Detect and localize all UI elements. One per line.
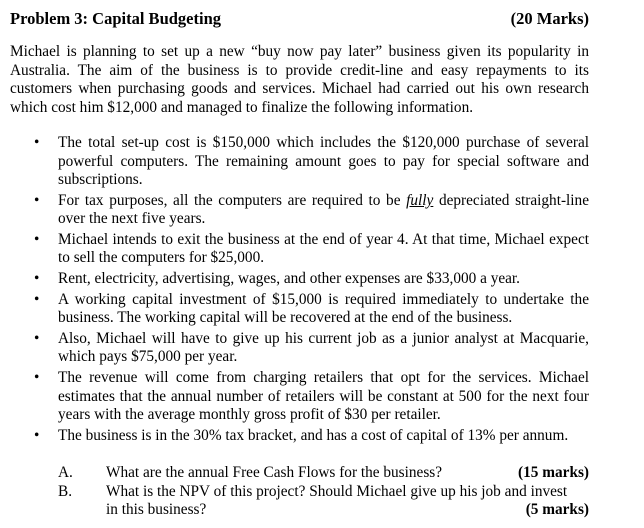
bullet-setup-cost [34,134,589,190]
intro-paragraph: Michael is planning to set up a new “buy now pay later” business given its popularity in Australia. The aim of the business is to provide credit-line and easy repayments to its customers when purchasing goods and services. Michael had carried out his own research which cost him $12,000 and managed to finalize the following information. [10,43,589,116]
bullet-depreciation [34,191,589,229]
bullet-text: Rent, electricity, advertising, wages, and other expenses are $33,000 a year. [58,270,520,288]
problem-title: Problem 3: Capital Budgeting [10,9,221,28]
bullet-icon: • [34,329,40,347]
bullet-icon: • [34,230,40,248]
question-a [58,464,589,483]
bullet-text-start: For tax purposes, all the computers are required to be [58,191,407,209]
bullet-text: Michael intends to exit the business at the end of year 4. At that time, Michael expect to sell the computers for $25,000. [58,230,589,267]
bullet-tax-cost-of-capital [34,426,589,446]
bullet-icon: • [34,270,40,288]
emphasis-fully: fully [406,191,434,209]
bullet-revenue [34,369,589,425]
question-letter: A. [58,464,73,482]
question-marks: (15 marks) [518,464,589,482]
bullet-expenses [34,270,589,289]
bullet-text-end: depreciated straight-line over the next five years. [58,191,589,228]
bullet-text: The total set-up cost is $150,000 which includes the $120,000 purchase of several powerful computers. The remaining amount goes to pay for special software and subscriptions. [58,134,589,188]
bullet-text: The business is in the 30% tax bracket, and has a cost of capital of 13% per annum. [58,426,569,444]
bullet-working-capital [34,290,589,328]
bullet-icon: • [34,426,40,444]
bullet-text: The revenue will come from charging retailers that opt for the services. Michael estimates that the annual number of retailers will be constant at 500 for the next four years with the average monthly gross profit of $30 per retailer. [58,369,589,424]
problem-header [10,8,589,30]
question-text: What are the annual Free Cash Flows for the business? [106,464,443,482]
bullet-text: A working capital investment of $15,000 is required immediately to undertake the business. The working capital will be recovered at the end of the business. [58,290,589,327]
bullet-icon: • [34,191,40,209]
bullet-text: Also, Michael will have to give up his current job as a junior analyst at Macquarie, which pays $75,000 per year. [58,329,589,366]
bullet-list [10,134,589,445]
questions-section [10,464,589,520]
problem-marks: (20 Marks) [510,9,589,28]
question-text-line1: What is the NPV of this project? Should Michael give up his job and invest [106,482,568,500]
bullet-icon: • [34,369,40,387]
bullet-icon: • [34,290,40,308]
bullet-icon: • [34,134,40,151]
bullet-exit-sale [34,230,589,268]
question-b [58,483,589,520]
question-letter: B. [58,482,73,500]
question-a-body [106,464,589,483]
bullet-opportunity-cost [34,329,589,367]
question-marks: (5 marks) [525,501,589,519]
question-b-body [106,483,589,520]
question-b-last-row [106,501,589,520]
question-text-line2: in this business? [106,501,207,519]
